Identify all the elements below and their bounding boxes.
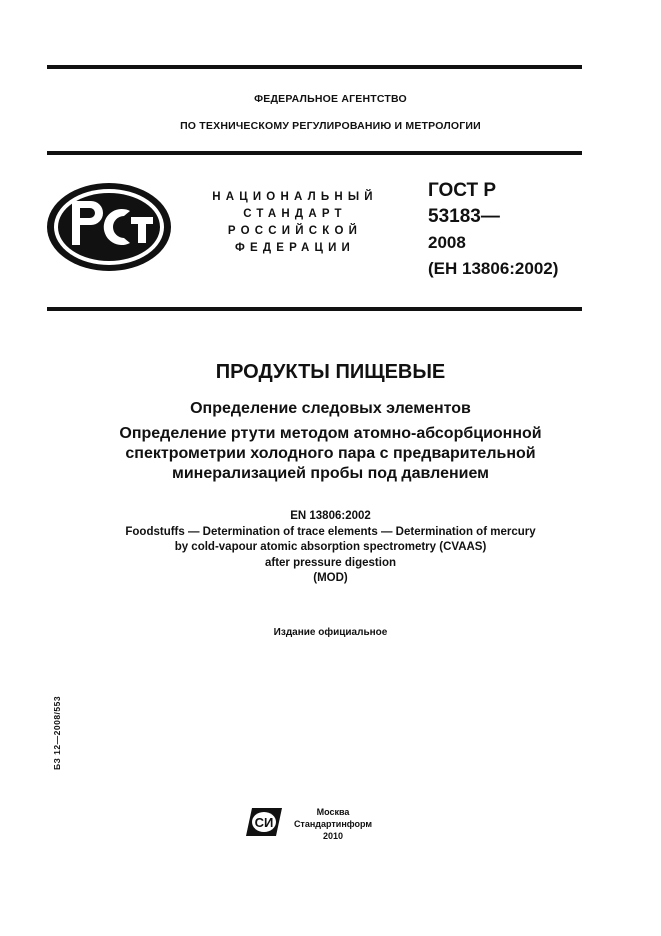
standard-type-line-4: ФЕДЕРАЦИИ: [234, 242, 356, 254]
designation-line-3: 2008: [428, 233, 466, 252]
subtitle-2-line-1: Определение ртути методом атомно-абсорбционной: [119, 425, 542, 442]
side-code: БЗ 12—2008/553: [52, 695, 62, 770]
subtitle-1: Определение следовых элементов: [190, 400, 471, 417]
english-line-2: by cold-vapour atomic absorption spectrometry (CVAAS): [174, 541, 487, 553]
gost-r-logo-icon: [45, 181, 173, 278]
english-line-4: (MOD): [313, 572, 348, 584]
subtitle-2: [0, 424, 661, 484]
standard-type-line-1: НАЦИОНАЛЬНЫЙ: [212, 191, 378, 203]
standard-type-line-2: СТАНДАРТ: [243, 208, 347, 220]
subtitle-2-line-2: спектрометрии холодного пара с предварительной: [125, 445, 536, 462]
top-rule: [47, 65, 582, 69]
edition-note: Издание официальное: [273, 627, 388, 638]
designation-line-1: ГОСТ Р: [428, 180, 497, 201]
english-title-block: [0, 509, 661, 587]
agency-line-1: ФЕДЕРАЛЬНОЕ АГЕНТСТВО: [254, 93, 407, 105]
english-line-1: Foodstuffs — Determination of trace elements — Determination of mercury: [125, 525, 536, 538]
publisher-name: Стандартинформ: [293, 819, 373, 829]
publisher-block: [293, 806, 373, 842]
standard-type-block: [205, 189, 385, 257]
publisher-city: Москва: [316, 807, 350, 817]
main-title: ПРОДУКТЫ ПИЩЕВЫЕ: [215, 361, 446, 383]
designation-line-2: 53183—: [428, 206, 500, 227]
subtitle-2-line-3: минерализацией пробы под давлением: [172, 465, 489, 482]
title-rule: [47, 307, 582, 311]
agency-line-2: ПО ТЕХНИЧЕСКОМУ РЕГУЛИРОВАНИЮ И МЕТРОЛОГИИ: [180, 120, 481, 132]
english-ref: EN 13806:2002: [290, 510, 371, 522]
header-rule: [47, 151, 582, 155]
publisher-year: 2010: [322, 831, 344, 841]
english-line-3: after pressure digestion: [264, 556, 396, 569]
publisher-logo-text: СИ: [254, 815, 274, 830]
standard-designation: [428, 178, 558, 282]
standartinform-logo-icon: [244, 806, 284, 843]
designation-line-4: (ЕН 13806:2002): [428, 259, 559, 278]
standard-type-line-3: РОССИЙСКОЙ: [227, 225, 363, 237]
